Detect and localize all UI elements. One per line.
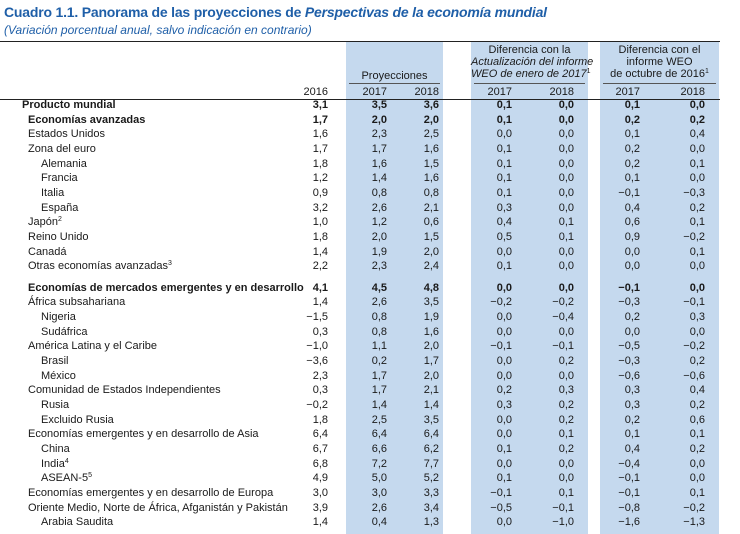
cell-value: 0,1	[689, 428, 705, 441]
cell-value: 1,6	[423, 143, 439, 155]
cell-value: 0,2	[624, 413, 640, 426]
cell-value: 0,1	[558, 486, 574, 499]
cell-value: 6,7	[312, 442, 328, 455]
cell-value: 0,0	[558, 260, 574, 273]
cell-value: 0,0	[558, 245, 574, 258]
cell-value: 3,9	[312, 501, 328, 514]
cell-value: 0,0	[558, 457, 574, 470]
cell-value: 3,0	[312, 486, 328, 499]
table-row	[0, 171, 740, 186]
cell-value: 2,1	[423, 384, 439, 397]
row-label: Rusia	[41, 399, 70, 411]
cell-value: 2,3	[371, 128, 387, 141]
cell-value: 0,0	[496, 128, 512, 141]
row-label: Francia	[41, 172, 78, 185]
cell-value: 0,0	[496, 369, 512, 382]
cell-value: 0,0	[689, 472, 705, 485]
cell-value: 0,1	[496, 260, 512, 273]
cell-value: 3,5	[423, 296, 439, 309]
cell-value: 0,0	[496, 311, 512, 324]
cell-value: 2,1	[423, 201, 439, 214]
cell-value: 0,0	[496, 428, 512, 441]
table-row	[0, 295, 740, 310]
header-diff-oct-line1: Diferencia con el	[618, 44, 701, 56]
row-label: México	[41, 369, 76, 382]
cell-value: −0,1	[490, 340, 512, 353]
cell-value: 0,2	[624, 311, 640, 324]
cell-value: 0,0	[496, 325, 512, 338]
row-label: Zona del euro	[28, 143, 96, 155]
cell-value: 0,0	[496, 281, 512, 294]
cell-value: 0,2	[689, 113, 705, 126]
cell-value: −1,5	[306, 311, 328, 324]
projections-underline	[349, 83, 440, 84]
cell-value: 1,4	[371, 399, 387, 411]
cell-value: 0,3	[496, 201, 512, 214]
cell-value: 0,8	[371, 311, 387, 324]
cell-value: 0,9	[624, 230, 640, 243]
cell-value: 0,2	[689, 442, 705, 455]
cell-value: 2,0	[371, 230, 387, 243]
cell-value: 0,1	[624, 428, 640, 441]
cell-value: 2,0	[371, 113, 387, 126]
cell-value: 1,5	[423, 157, 439, 170]
cell-value: 0,2	[496, 384, 512, 397]
row-label: Estados Unidos	[28, 128, 106, 141]
cell-value: 1,4	[312, 516, 328, 529]
table-row	[0, 427, 740, 442]
table-row	[0, 515, 740, 530]
table-row	[0, 157, 740, 172]
row-label: América Latina y el Caribe	[28, 340, 158, 353]
row-label: Otras economías avanzadas$^3$	[28, 260, 172, 273]
cell-value: 0,0	[689, 99, 705, 111]
cell-value: 1,9	[423, 311, 439, 324]
cell-value: 0,0	[558, 325, 574, 338]
cell-value: 0,2	[558, 399, 574, 411]
cell-value: 3,0	[371, 486, 387, 499]
cell-value: 0,0	[689, 281, 705, 294]
cell-value: 0,2	[558, 413, 574, 426]
row-label: ASEAN-$5^5$	[41, 472, 92, 485]
cell-value: 1,7	[423, 355, 439, 367]
cell-value: 0,4	[371, 516, 387, 529]
cell-value: 3,6	[423, 99, 439, 111]
cell-value: −1,3	[683, 516, 705, 529]
year-header: 2018	[414, 86, 439, 98]
cell-value: 0,0	[558, 113, 574, 126]
table-row	[0, 186, 740, 201]
cell-value: 0,8	[423, 186, 439, 199]
table-row	[0, 471, 740, 486]
table-row	[0, 501, 740, 516]
cell-value: 0,0	[624, 325, 640, 338]
cell-value: 2,0	[423, 113, 439, 126]
cell-value: 0,0	[558, 143, 574, 155]
row-label: Japón$^2$	[28, 216, 62, 229]
cell-value: −0,1	[552, 501, 574, 514]
row-label: Economías avanzadas	[28, 113, 146, 126]
cell-value: 0,1	[496, 143, 512, 155]
cell-value: 0,3	[624, 399, 640, 411]
row-label: Italia	[41, 186, 65, 199]
cell-value: 4,9	[312, 472, 328, 485]
row-label: Alemania	[41, 157, 87, 170]
cell-value: 0,0	[558, 281, 574, 294]
cell-value: −0,3	[683, 186, 705, 199]
table-row	[0, 259, 740, 274]
cell-value: 1,7	[371, 143, 387, 155]
year-header: 2018	[549, 86, 574, 98]
cell-value: 1,6	[371, 157, 387, 170]
cell-value: 0,0	[496, 516, 512, 529]
cell-value: 5,0	[371, 472, 387, 485]
cell-value: 0,1	[558, 428, 574, 441]
cell-value: 0,2	[624, 157, 640, 170]
cell-value: 0,0	[689, 172, 705, 185]
cell-value: 2,5	[423, 128, 439, 141]
row-label: Brasil	[41, 355, 69, 367]
table-row	[0, 98, 740, 113]
cell-value: 5,2	[423, 472, 439, 485]
cell-value: −0,4	[552, 311, 574, 324]
table-row	[0, 230, 740, 245]
table-row	[0, 201, 740, 216]
cell-value: 0,3	[624, 384, 640, 397]
cell-value: 0,3	[312, 325, 328, 338]
year-header: 2017	[487, 86, 512, 98]
cell-value: −0,1	[618, 486, 640, 499]
cell-value: 1,4	[312, 296, 328, 309]
cell-value: 0,0	[689, 260, 705, 273]
cell-value: 0,1	[496, 186, 512, 199]
cell-value: 0,0	[558, 99, 574, 111]
table-row	[0, 413, 740, 428]
cell-value: 0,0	[558, 201, 574, 214]
cell-value: 1,2	[312, 172, 328, 185]
row-label: India$^4$	[41, 457, 69, 470]
cell-value: −0,2	[683, 230, 705, 243]
row-label: Oriente Medio, Norte de África, Afganistán y Pakistán	[28, 501, 288, 514]
cell-value: −0,1	[618, 472, 640, 485]
cell-value: 2,0	[423, 369, 439, 382]
cell-value: 1,2	[371, 216, 387, 229]
row-label: Economías emergentes y en desarrollo de Asia	[28, 428, 259, 441]
cell-value: 1,8	[312, 230, 328, 243]
cell-value: 1,4	[423, 399, 439, 411]
cell-value: 0,1	[496, 99, 512, 111]
row-label: Economías emergentes y en desarrollo de Europa	[28, 486, 274, 499]
header-diff-jan-line2: Actualización del informe	[471, 56, 594, 68]
cell-value: 0,1	[558, 230, 574, 243]
cell-value: 0,1	[689, 486, 705, 499]
cell-value: 0,6	[689, 413, 705, 426]
cell-value: 2,6	[371, 501, 387, 514]
cell-value: 0,2	[689, 399, 705, 411]
cell-value: 0,6	[624, 216, 640, 229]
cell-value: 0,0	[689, 143, 705, 155]
cell-value: 2,0	[423, 245, 439, 258]
cell-value: 0,3	[496, 399, 512, 411]
cell-value: 0,2	[689, 201, 705, 214]
cell-value: 0,1	[496, 172, 512, 185]
row-label: Nigeria	[41, 311, 76, 324]
table-row	[0, 245, 740, 260]
row-label: Economías de mercados emergentes y en desarrollo	[28, 281, 304, 294]
cell-value: −3,6	[306, 355, 328, 367]
table-row	[0, 339, 740, 354]
cell-value: −0,1	[618, 186, 640, 199]
cell-value: 7,2	[371, 457, 387, 470]
table-row	[0, 325, 740, 340]
row-label: Arabia Saudita	[41, 516, 114, 529]
row-label: Producto mundial	[22, 99, 116, 111]
cell-value: 1,0	[312, 216, 328, 229]
cell-value: 6,4	[423, 428, 439, 441]
table-row	[0, 113, 740, 128]
cell-value: 1,8	[312, 157, 328, 170]
table-row	[0, 127, 740, 142]
table-row	[0, 281, 740, 296]
table-row	[0, 369, 740, 384]
cell-value: 4,1	[312, 281, 328, 294]
cell-value: 0,4	[624, 442, 640, 455]
cell-value: 1,3	[423, 516, 439, 529]
cell-value: 0,1	[496, 472, 512, 485]
table-row	[0, 383, 740, 398]
cell-value: 0,2	[624, 113, 640, 126]
table-row	[0, 354, 740, 369]
cell-value: 0,4	[689, 384, 705, 397]
cell-value: 0,0	[496, 457, 512, 470]
cell-value: −0,3	[618, 296, 640, 309]
table-row	[0, 398, 740, 413]
cell-value: 0,3	[689, 311, 705, 324]
cell-value: −1,0	[306, 340, 328, 353]
row-label: África subsahariana	[28, 296, 126, 309]
cell-value: 2,2	[312, 260, 328, 273]
cell-value: 0,0	[558, 369, 574, 382]
cell-value: −0,5	[618, 340, 640, 353]
cell-value: 1,5	[423, 230, 439, 243]
cell-value: 3,3	[423, 486, 439, 499]
cell-value: −0,2	[552, 296, 574, 309]
cell-value: 0,0	[496, 245, 512, 258]
cell-value: 6,4	[371, 428, 387, 441]
cell-value: 0,1	[689, 157, 705, 170]
cell-value: 0,2	[558, 442, 574, 455]
header-diff-jan-line1: Diferencia con la	[488, 44, 571, 56]
cell-value: 0,1	[624, 128, 640, 141]
cell-value: 0,0	[496, 355, 512, 367]
cell-value: 2,4	[423, 260, 439, 273]
cell-value: −0,1	[552, 340, 574, 353]
cell-value: 1,6	[423, 172, 439, 185]
cell-value: 2,3	[312, 369, 328, 382]
cell-value: 0,2	[558, 355, 574, 367]
cell-value: 6,6	[371, 442, 387, 455]
table-row	[0, 215, 740, 230]
cell-value: 0,1	[496, 113, 512, 126]
header-diff-jan-line3: WEO de enero de 2017$^1$	[471, 68, 591, 80]
cell-value: 0,1	[624, 172, 640, 185]
cell-value: 0,8	[371, 325, 387, 338]
table-title: Cuadro 1.1. Panorama de las proyecciones de Perspectivas de la economía mundial	[4, 4, 547, 20]
cell-value: 0,0	[689, 457, 705, 470]
year-header: 2017	[615, 86, 640, 98]
row-label: Excluido Rusia	[41, 413, 114, 426]
cell-value: −0,2	[490, 296, 512, 309]
cell-value: 0,4	[496, 216, 512, 229]
cell-value: 0,4	[624, 201, 640, 214]
year-header: 2017	[362, 86, 387, 98]
cell-value: −1,6	[618, 516, 640, 529]
header-diff-jan	[471, 44, 594, 80]
cell-value: 4,8	[423, 281, 439, 294]
cell-value: 0,3	[312, 384, 328, 397]
table-row	[0, 310, 740, 325]
header-projections: Proyecciones	[361, 70, 428, 82]
cell-value: −0,4	[618, 457, 640, 470]
table-row	[0, 486, 740, 501]
cell-value: 0,1	[624, 99, 640, 111]
cell-value: 3,2	[312, 201, 328, 214]
cell-value: 1,7	[371, 369, 387, 382]
cell-value: 1,4	[371, 172, 387, 185]
cell-value: 0,2	[624, 143, 640, 155]
diff-oct-underline	[603, 83, 716, 84]
header-diff-oct	[600, 44, 719, 80]
cell-value: 0,9	[312, 186, 328, 199]
cell-value: 3,5	[371, 99, 387, 111]
cell-value: −0,5	[490, 501, 512, 514]
table-row	[0, 442, 740, 457]
cell-value: 2,6	[371, 201, 387, 214]
cell-value: 1,4	[312, 245, 328, 258]
table-row	[0, 457, 740, 472]
cell-value: 0,1	[689, 216, 705, 229]
cell-value: −0,3	[618, 355, 640, 367]
cell-value: 2,6	[371, 296, 387, 309]
cell-value: 7,7	[423, 457, 439, 470]
cell-value: 4,5	[371, 281, 387, 294]
cell-value: 6,8	[312, 457, 328, 470]
cell-value: 6,2	[423, 442, 439, 455]
row-label: China	[41, 442, 70, 455]
cell-value: 1,6	[312, 128, 328, 141]
cell-value: 0,0	[558, 472, 574, 485]
year-header: 2016	[303, 86, 328, 98]
cell-value: 0,6	[423, 216, 439, 229]
cell-value: −0,1	[618, 281, 640, 294]
cell-value: −0,2	[306, 399, 328, 411]
cell-value: 2,3	[371, 260, 387, 273]
cell-value: −0,6	[683, 369, 705, 382]
cell-value: 1,9	[371, 245, 387, 258]
cell-value: 1,6	[423, 325, 439, 338]
cell-value: 1,7	[312, 113, 328, 126]
cell-value: 0,0	[558, 172, 574, 185]
year-header: 2018	[680, 86, 705, 98]
cell-value: 3,1	[312, 99, 328, 111]
row-label: Sudáfrica	[41, 325, 88, 338]
cell-value: 0,0	[558, 186, 574, 199]
cell-value: 0,0	[496, 413, 512, 426]
cell-value: 1,7	[312, 143, 328, 155]
cell-value: 0,1	[558, 216, 574, 229]
cell-value: 3,4	[423, 501, 439, 514]
cell-value: 0,2	[689, 355, 705, 367]
cell-value: −1,0	[552, 516, 574, 529]
cell-value: −0,2	[683, 340, 705, 353]
header-diff-oct-line2: informe WEO	[626, 56, 693, 68]
row-label: España	[41, 201, 79, 214]
row-label: Comunidad de Estados Independientes	[28, 384, 221, 397]
cell-value: 2,5	[371, 413, 387, 426]
cell-value: 1,7	[371, 384, 387, 397]
cell-value: −0,6	[618, 369, 640, 382]
cell-value: 0,0	[558, 157, 574, 170]
cell-value: 1,1	[371, 340, 387, 353]
cell-value: 0,8	[371, 186, 387, 199]
row-label: Canadá	[28, 245, 67, 258]
cell-value: 0,1	[689, 245, 705, 258]
cell-value: 0,1	[496, 442, 512, 455]
diff-jan-underline	[474, 83, 585, 84]
cell-value: 1,8	[312, 413, 328, 426]
cell-value: −0,1	[683, 296, 705, 309]
cell-value: −0,1	[490, 486, 512, 499]
cell-value: 3,5	[423, 413, 439, 426]
cell-value: 0,0	[624, 245, 640, 258]
header-diff-oct-line3: de octubre de 2016$^1$	[610, 68, 709, 80]
cell-value: −0,2	[683, 501, 705, 514]
cell-value: 0,5	[496, 230, 512, 243]
cell-value: 0,0	[689, 325, 705, 338]
row-label: Reino Unido	[28, 230, 89, 243]
cell-value: 6,4	[312, 428, 328, 441]
cell-value: 0,2	[371, 355, 387, 367]
cell-value: 2,0	[423, 340, 439, 353]
cell-value: 0,0	[624, 260, 640, 273]
cell-value: 0,1	[496, 157, 512, 170]
table-row	[0, 142, 740, 157]
cell-value: −0,8	[618, 501, 640, 514]
cell-value: 0,3	[558, 384, 574, 397]
cell-value: 0,0	[558, 128, 574, 141]
top-rule	[0, 41, 720, 42]
cell-value: 0,4	[689, 128, 705, 141]
table-subtitle: (Variación porcentual anual, salvo indicación en contrario)	[4, 23, 312, 37]
